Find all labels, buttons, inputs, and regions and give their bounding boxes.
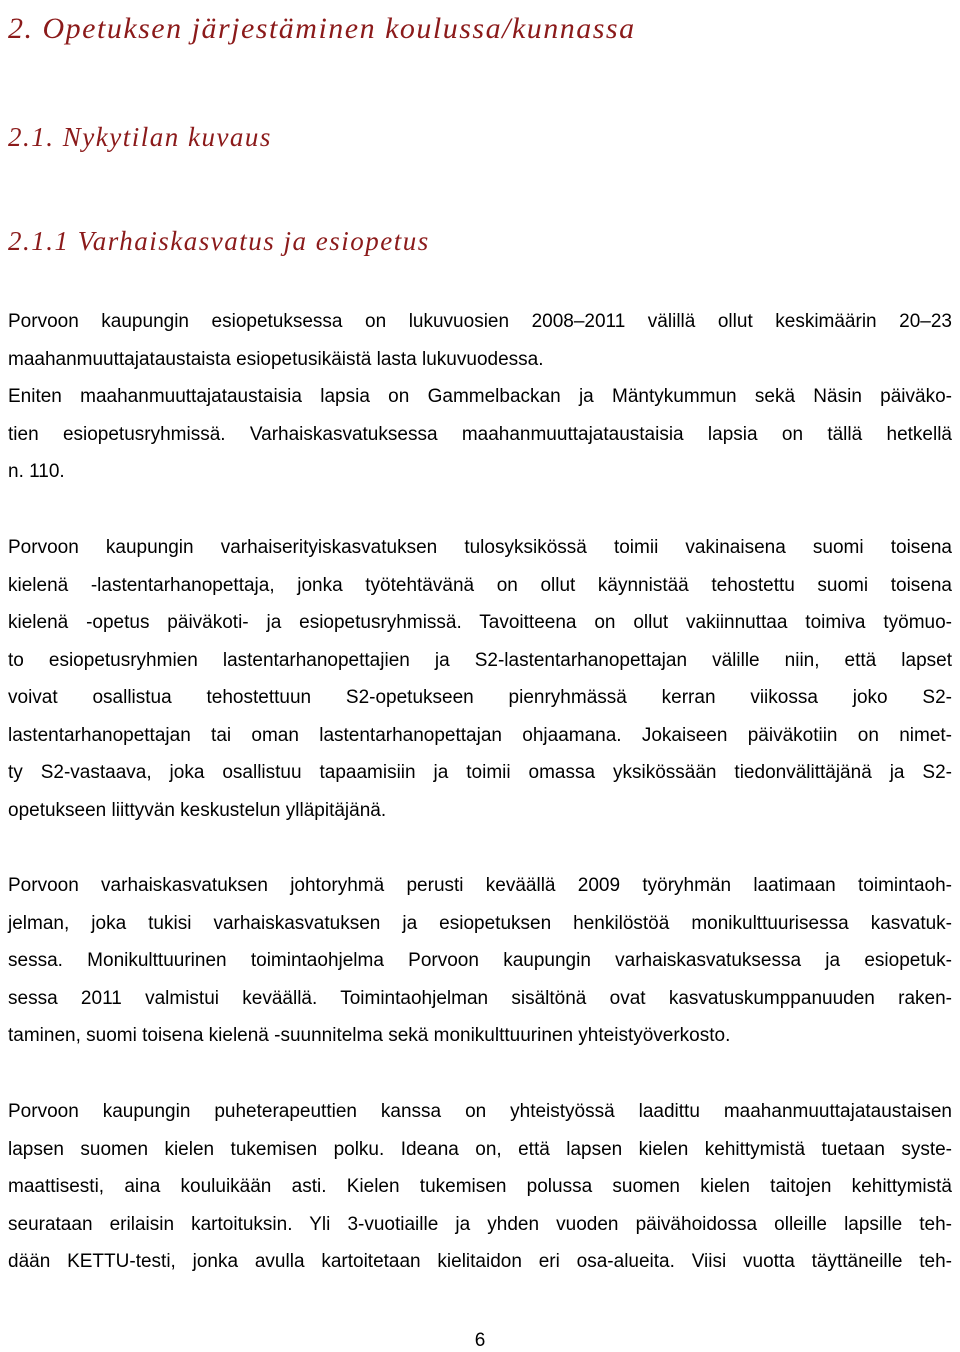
paragraph-action-programme — [8, 867, 952, 1055]
paragraph-line: dään KETTU-testi, jonka avulla kartoitetaan kielitaidon eri osa-alueita. Viisi vuotta täyttäneille teh- — [8, 1251, 952, 1272]
paragraph-line: lapsen suomen kielen tukemisen polku. Ideana on, että lapsen kielen kehittymistä tuetaan syste- — [8, 1138, 952, 1160]
paragraph-line: lastentarhanopettajan tai oman lastentarhanopettajan ohjaamana. Jokaiseen päiväkotiin on nimet- — [8, 724, 952, 746]
chapter-heading: 2. Opetuksen järjestäminen koulussa/kunnassa — [8, 12, 636, 45]
paragraph-line: n. 110. — [8, 461, 65, 482]
paragraph-esiopetus-stats — [8, 303, 952, 491]
paragraph-line: jelman, joka tukisi varhaiskasvatuksen ja esiopetuksen henkilöstöä monikulttuurisessa kasvatuk- — [8, 912, 952, 934]
paragraph-line: Porvoon varhaiskasvatuksen johtoryhmä perusti keväällä 2009 työryhmän laatimaan toimintaoh- — [8, 875, 952, 896]
section-heading: 2.1. Nykytilan kuvaus — [8, 122, 272, 152]
paragraph-line: sessa 2011 valmistui keväällä. Toimintaohjelman sisältönä ovat kasvatuskumppanuuden raken- — [8, 987, 952, 1009]
paragraph-line: seurataan erilaisin kartoituksin. Yli 3-vuotiaille ja yhden vuoden päivähoidossa olleille lapsille teh- — [8, 1213, 952, 1235]
paragraph-language-path — [8, 1093, 952, 1281]
paragraph-line: maahanmuuttajataustaista esiopetusikäistä lasta lukuvuodessa. — [8, 348, 544, 370]
paragraph-line: maattisesti, aina kouluikään asti. Kielen tukemisen polussa suomen kielen taitojen kehittymistä — [8, 1176, 952, 1197]
subsection-heading: 2.1.1 Varhaiskasvatus ja esiopetus — [8, 226, 430, 256]
paragraph-line: Porvoon kaupungin esiopetuksessa on lukuvuosien 2008–2011 välillä ollut keskimäärin 20–23 — [8, 311, 952, 332]
paragraph-line: ty S2-vastaava, joka osallistuu tapaamisiin ja toimii omassa yksikössään tiedonvälittäjänä ja S2- — [8, 762, 952, 783]
paragraph-line: Porvoon kaupungin varhaiserityiskasvatuksen tulosyksikössä toimii vakinaisena suomi toisena — [8, 537, 952, 558]
paragraph-line: voivat osallistua tehostettuun S2-opetukseen pienryhmässä kerran viikossa joko S2- — [8, 687, 952, 708]
paragraph-s2-teacher — [8, 529, 952, 829]
paragraph-line: Porvoon kaupungin puheterapeuttien kanssa on yhteistyössä laadittu maahanmuuttajataustaisen — [8, 1101, 952, 1122]
paragraph-line: Eniten maahanmuuttajataustaisia lapsia on Gammelbackan ja Mäntykummun sekä Näsin päiväko- — [8, 386, 952, 407]
paragraph-line: taminen, suomi toisena kielenä -suunnitelma sekä monikulttuurinen yhteistyöverkosto. — [8, 1025, 731, 1046]
paragraph-line: tien esiopetusryhmissä. Varhaiskasvatuksessa maahanmuuttajataustaisia lapsia on tällä hetkellä — [8, 423, 952, 445]
paragraph-line: sessa. Monikulttuurinen toimintaohjelma Porvoon kaupungin varhaiskasvatuksessa ja esiopetuk- — [8, 950, 952, 971]
paragraph-line: to esiopetusryhmien lastentarhanopettajien ja S2-lastentarhanopettajan välille niin, että lapset — [8, 649, 952, 671]
page-number: 6 — [474, 1330, 486, 1351]
paragraph-line: kielenä -lastentarhanopettaja, jonka työtehtävänä on ollut käynnistää tehostettu suomi toisena — [8, 574, 952, 596]
paragraph-line: opetukseen liittyvän keskustelun ylläpitäjänä. — [8, 799, 387, 821]
paragraph-line: kielenä -opetus päiväkoti- ja esiopetusryhmissä. Tavoitteena on ollut vakiinnuttaa toimiva työmuo- — [8, 612, 952, 633]
